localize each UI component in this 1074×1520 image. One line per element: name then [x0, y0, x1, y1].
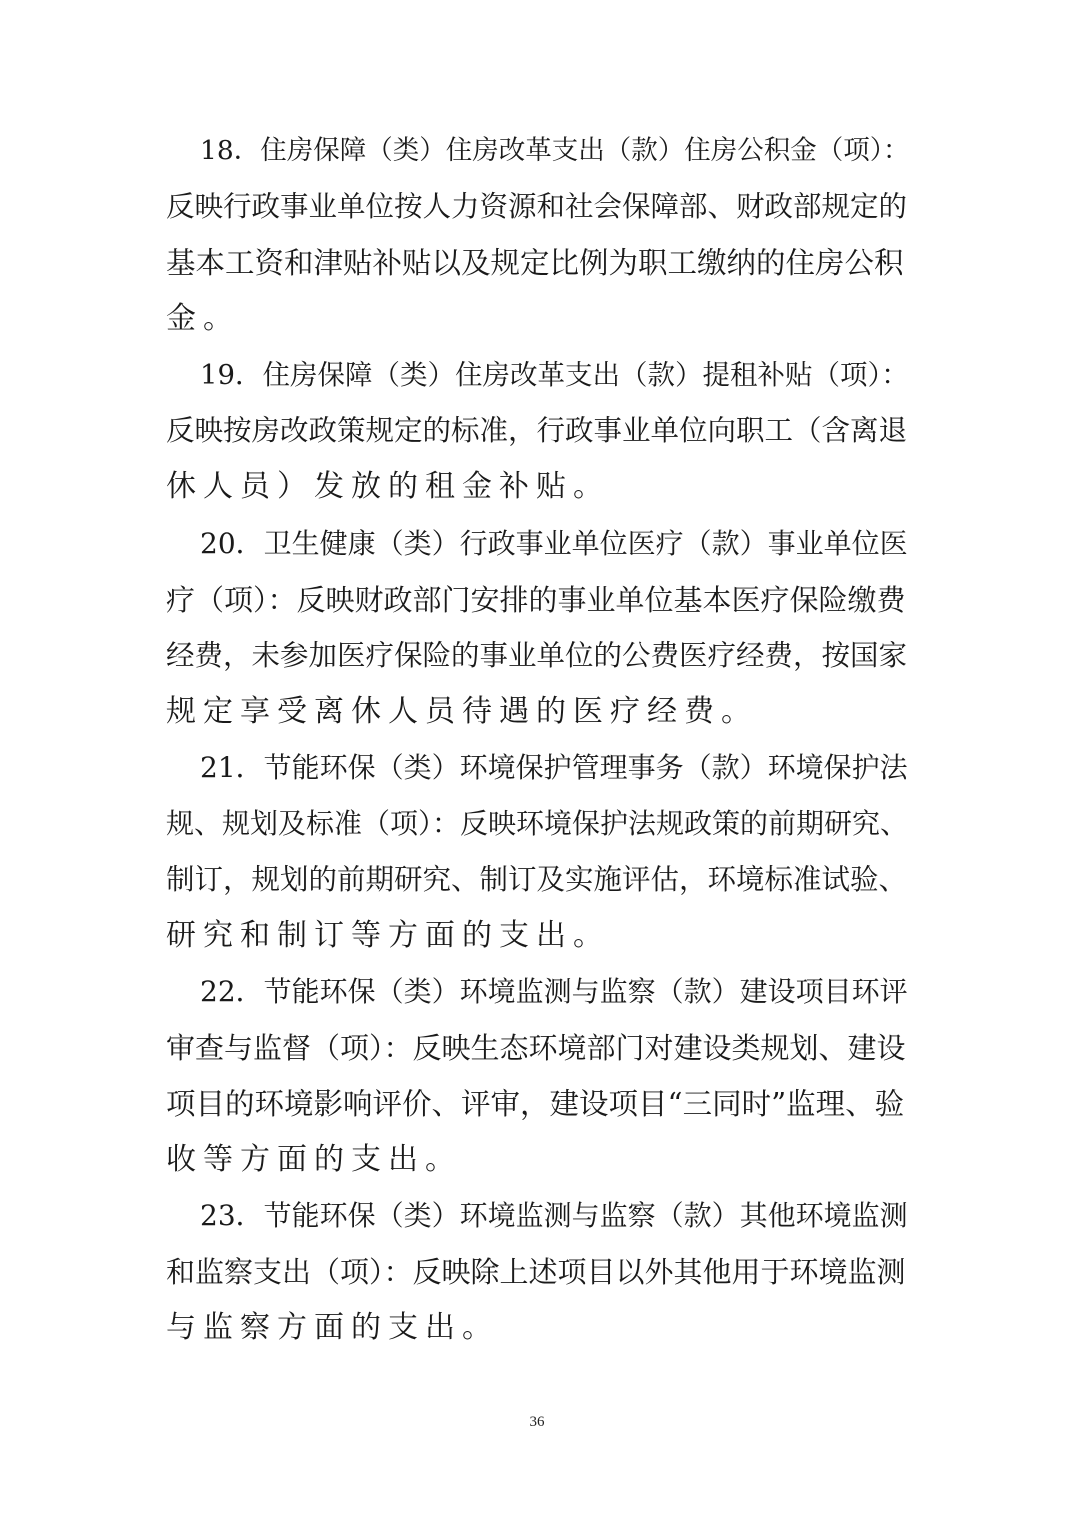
paragraph-18-line-4: 金。	[166, 301, 240, 336]
paragraph-22-line-1: 22．节能环保（类）环境监测与监察（款）建设项目环评	[200, 975, 908, 1008]
paragraph-20-line-1: 20．卫生健康（类）行政事业单位医疗（款）事业单位医	[200, 527, 908, 560]
paragraph-20-line-2: 疗（项）：反映财政部门安排的事业单位基本医疗保险缴费	[166, 583, 906, 617]
paragraph-21-line-1: 21．节能环保（类）环境保护管理事务（款）环境保护法	[200, 751, 908, 784]
paragraph-20-line-3: 经费，未参加医疗保险的事业单位的公费医疗经费，按国家	[166, 639, 908, 672]
paragraph-23-line-1: 23．节能环保（类）环境监测与监察（款）其他环境监测	[200, 1199, 908, 1232]
paragraph-21-line-2: 规、规划及标准（项）：反映环境保护法规政策的前期研究、	[166, 807, 909, 840]
paragraph-22-line-2: 审查与监督（项）：反映生态环境部门对建设类规划、建设	[166, 1031, 906, 1065]
paragraph-19-line-3: 休人员）发放的租金补贴。	[166, 469, 610, 504]
paragraph-21-line-4: 研究和制订等方面的支出。	[166, 918, 610, 953]
paragraph-22-line-3: 项目的环境影响评价、评审，建设项目“三同时”监理、验	[166, 1087, 905, 1121]
paragraph-18-line-3: 基本工资和津贴补贴以及规定比例为职工缴纳的住房公积	[166, 246, 904, 280]
paragraph-20-line-4: 规定享受离休人员待遇的医疗经费。	[166, 694, 758, 729]
paragraph-19-line-2: 反映按房改政策规定的标准，行政事业单位向职工（含离退	[166, 414, 908, 447]
paragraph-19-line-1: 19．住房保障（类）住房改革支出（款）提租补贴（项）：	[200, 359, 909, 391]
paragraph-18-line-2: 反映行政事业单位按人力资源和社会保障部、财政部规定的	[166, 190, 908, 223]
paragraph-23-line-3: 与监察方面的支出。	[166, 1310, 499, 1345]
paragraph-18-line-1: 18．住房保障（类）住房改革支出（款）住房公积金（项）：	[200, 135, 910, 166]
paragraph-22-line-4: 收等方面的支出。	[166, 1142, 462, 1177]
paragraph-23-line-2: 和监察支出（项）：反映除上述项目以外其他用于环境监测	[166, 1255, 906, 1289]
paragraph-21-line-3: 制订，规划的前期研究、制订及实施评估，环境标准试验、	[166, 863, 908, 896]
page-number: 36	[529, 1414, 545, 1430]
